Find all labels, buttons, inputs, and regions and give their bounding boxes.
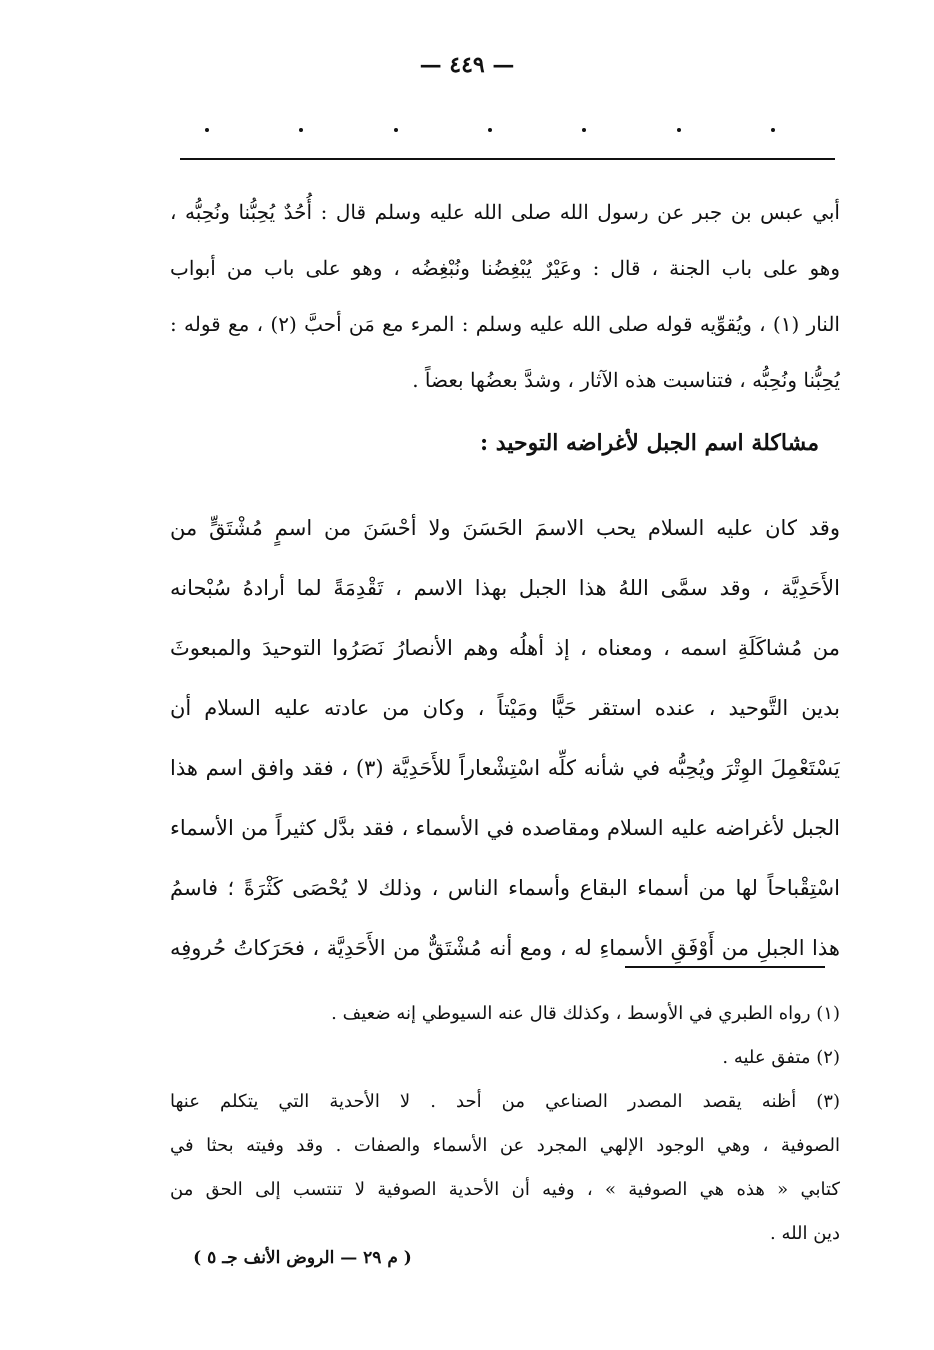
footnote-3: (٣) أظنه يقصد المصدر الصناعي من أحد . لا الأحدية التي يتكلم عنها — [170, 1091, 840, 1112]
text-line: الجبل لأغراضه عليه السلام ومقاصده في الأسماء ، فقد بدَّل كثيراً من الأسماء — [170, 816, 840, 840]
paragraph-continuation — [170, 184, 840, 408]
text-line: وقد كان عليه السلام يحب الاسمَ الحَسَنَ ولا أحْسَنَ من اسمٍ مُشْتَقٍّ من — [170, 516, 840, 540]
text-line: يَسْتَعْمِلَ الوِتْرَ ويُحِبُّه في شأنه كلِّه اسْتِشْعاراً للأَحَدِيَّة (٣) ، فقد وافق اسم هذا — [170, 756, 840, 780]
main-paragraph — [170, 498, 840, 978]
section-heading: مشاكلة اسم الجبل لأغراضه التوحيد : — [480, 430, 819, 456]
footnotes — [170, 992, 840, 1256]
text-line: يُحِبُّنا ونُحِبُّه ، فتناسبت هذه الآثار ، وشدَّ بعضُها بعضاً . — [412, 368, 840, 392]
printer-signature-mark: ( م ٢٩ — الروض الأنف جـ ٥ ) — [193, 1248, 412, 1268]
text-line: الأَحَدِيَّة ، وقد سمَّى اللهُ هذا الجبل بهذا الاسم ، تَقْدِمَةً لما أرادهُ سُبْحانه — [170, 576, 840, 600]
footnote-1: (١) رواه الطبري في الأوسط ، وكذلك قال عنه السيوطي إنه ضعيف . — [331, 1003, 840, 1024]
ornament-dot — [488, 128, 492, 132]
ornament-dot — [677, 128, 681, 132]
footnote-2: (٢) متفق عليه . — [722, 1047, 840, 1068]
text-line: اسْتِقْباحاً لها من أسماء البقاع وأسماء الناس ، وذلك لا يُحْصَى كَثْرَةً ؛ فاسمُ — [170, 876, 840, 900]
ornament-dot — [205, 128, 209, 132]
text-line: من مُشاكَلَةِ اسمه ، ومعناه ، إذ أهلُه وهم الأنصارُ نَصَرُوا التوحيدَ والمبعوثَ — [170, 636, 840, 660]
header-rule — [180, 158, 835, 160]
text-line: وهو على باب الجنة ، قال : وعَيْرٌ يُبْغِضُنا ونُبْغِضُه ، وهو على باب من أبواب — [170, 256, 840, 280]
text-line: هذا الجبلِ من أَوْفَقِ الأسماءِ له ، ومع أنه مُشْتَقٌّ من الأَحَدِيَّة ، فحَرَكاتُ حُروفِه — [170, 936, 840, 960]
ornamental-dot-row — [205, 128, 775, 148]
page-number: — ٤٤٩ — — [419, 52, 515, 78]
text-line: أبي عبس بن جبر عن رسول الله صلى الله عليه وسلم قال : أُحُدٌ يُحِبُّنا ونُحِبُّه ، — [170, 200, 840, 224]
text-line: بدين التَّوحيد ، عنده استقر حَيًّا ومَيْتاً ، وكان من عادته عليه السلام أن — [170, 696, 840, 720]
ornament-dot — [582, 128, 586, 132]
footnote-3-continued: كتابي « هذه هي الصوفية » ، وفيه أن الأحدية الصوفية لا تنتسب إلى الحق من — [170, 1179, 840, 1200]
text-line: النار (١) ، ويُقوِّيه قوله صلى الله عليه وسلم : المرء مع مَن أحبَّ (٢) ، مع قوله : — [170, 312, 840, 336]
ornament-dot — [771, 128, 775, 132]
footnote-3-continued: دين الله . — [770, 1223, 840, 1244]
footnote-3-continued: الصوفية ، وهي الوجود الإلهي المجرد عن الأسماء والصفات . وقد وفيته بحثا في — [170, 1135, 840, 1156]
ornament-dot — [299, 128, 303, 132]
footnote-separator — [625, 966, 825, 968]
ornament-dot — [394, 128, 398, 132]
